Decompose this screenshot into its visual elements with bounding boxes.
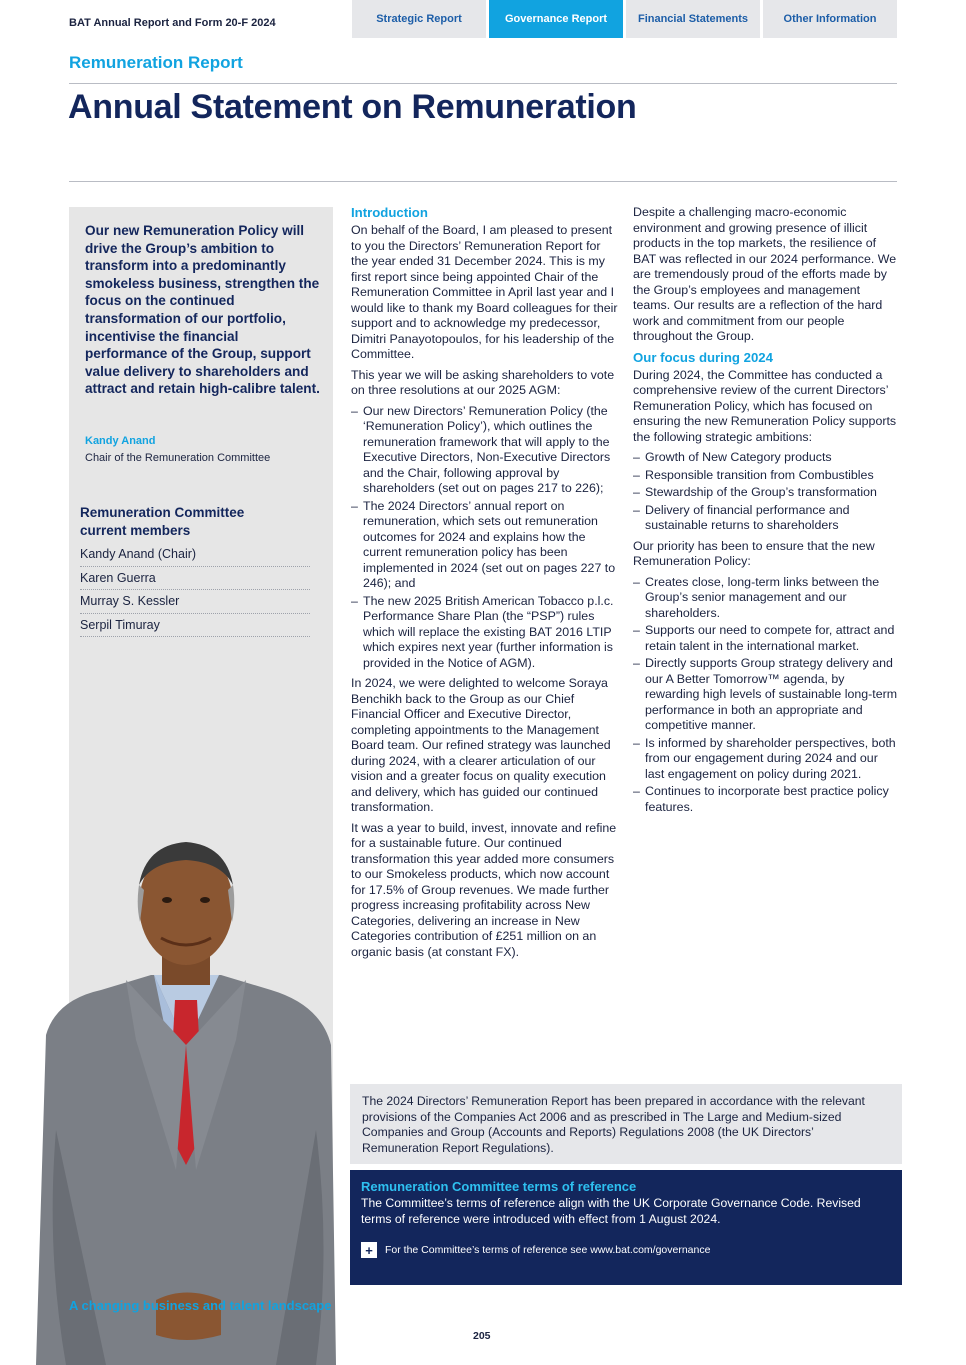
photo-caption: A changing business and talent landscape <box>69 1298 332 1313</box>
paragraph: In 2024, we were delighted to welcome Soraya Benchikh back to the Group as our Chief Financial Officer and Executive Director, completing appointments to the Management Board team. Our refined strategy was launched during 2024, with a clearer articulation of our vision and a greater focus on quality execution and delivery, which has guided our continued transformation. <box>351 676 611 814</box>
paragraph: Our priority has been to ensure that the new Remuneration Policy: <box>633 538 875 568</box>
resolutions-list <box>351 404 619 672</box>
tab-governance-report[interactable]: Governance Report <box>489 0 623 38</box>
document-title: BAT Annual Report and Form 20-F 2024 <box>69 17 276 29</box>
chair-portrait <box>36 830 336 1365</box>
list-item: – Directly supports Group strategy delivery and our A Better Tomorrow™ agenda, by rewarding high levels of sustainable long-term performance in both an appropriate and competitive manner. <box>633 656 899 734</box>
list-item: – Creates close, long-term links between the Group’s senior management and our shareholders. <box>633 575 899 622</box>
divider-title <box>69 181 897 182</box>
list-item: Karen Guerra <box>80 567 310 591</box>
list-item: – Responsible transition from Combustibles <box>633 468 899 484</box>
members-heading: Remuneration Committee current members <box>80 505 245 538</box>
divider-top <box>69 83 897 84</box>
tab-strategic-report[interactable]: Strategic Report <box>352 0 486 38</box>
list-item: – Delivery of financial performance and sustainable returns to shareholders <box>633 503 899 534</box>
intro-column <box>351 205 619 965</box>
members-list <box>80 543 310 637</box>
plus-icon[interactable]: + <box>361 1242 377 1258</box>
quote-author-role: Chair of the Remuneration Committee <box>85 452 271 464</box>
pull-quote: Our new Remuneration Policy will drive the Group’s ambition to transform into a predominantly smokeless business, strengthen the focus on the continued transformation of our portfolio, incentivise the financial performance of the Group, support value delivery to shareholders and attract and retain high-calibre talent. <box>85 223 320 397</box>
section-tabs <box>352 0 897 38</box>
paragraph: During 2024, the Committee has conducted a comprehensive review of the current Directors’ Remuneration Policy, which has focused on ensuring the new Remuneration Policy supports the following strategic ambitions: <box>633 367 897 444</box>
list-item: – Stewardship of the Group’s transformation <box>633 485 899 501</box>
list-item: Murray S. Kessler <box>80 590 310 614</box>
list-item: – Supports our need to compete for, attract and retain talent in the international market. <box>633 623 899 654</box>
regulations-notice: The 2024 Directors’ Remuneration Report has been prepared in accordance with the relevant provisions of the Companies Act 2006 and as prescribed in The Large and Medium-sized Companies and Group (Accounts and Reports) Regulations 2008 (the UK Directors’ Remuneration Report Regulations). <box>350 1084 902 1164</box>
terms-title: Remuneration Committee terms of reference <box>361 1179 637 1194</box>
paragraph: On behalf of the Board, I am pleased to present to you the Directors’ Remuneration Report for the year ended 31 December 2024. This is my first report since being appointed Chair of the Remuneration Committee in April last year and I would like to thank my Board colleagues for their support and to acknowledge my predecessor, Dimitri Panayotopoulos, for his leadership of the Committee. <box>351 223 618 361</box>
list-item: – The new 2025 British American Tobacco p.l.c. Performance Share Plan (the “PSP”) rules which will replace the existing BAT 2016 LTIP which expires next year (further information is provided in the Notice of AGM). <box>351 594 619 672</box>
list-item: – The 2024 Directors’ annual report on remuneration, which sets out remuneration outcomes for 2024 and explains how the current remuneration policy has been implemented in 2024 (set out on pages 227 to 246); and <box>351 499 619 592</box>
terms-of-reference-box <box>350 1170 902 1285</box>
list-item: – Is informed by shareholder perspectives, both from our engagement during 2024 and our last engagement on policy during 2021. <box>633 736 899 783</box>
list-item: – Growth of New Category products <box>633 450 899 466</box>
policy-list <box>633 575 899 816</box>
paragraph: Despite a challenging macro-economic environment and growing presence of illicit products in the top markets, the resilience of BAT was reflected in our 2024 performance. We are tremendously proud of the efforts made by the Group’s employees and management teams. Our results are a reflection of the hard work and commitment from our people throughout the Group. <box>633 205 897 343</box>
terms-link-text[interactable]: For the Committee’s terms of reference see www.bat.com/governance <box>385 1244 711 1256</box>
page-number: 205 <box>473 1330 491 1342</box>
tab-other-information[interactable]: Other Information <box>763 0 897 38</box>
quote-author-name: Kandy Anand <box>85 435 156 447</box>
intro-heading: Introduction <box>351 205 428 220</box>
tab-financial-statements[interactable]: Financial Statements <box>626 0 760 38</box>
paragraph: It was a year to build, invest, innovate and refine for a sustainable future. Our continued transformation this year added more consumers to our Smokeless products, which now account for 17.5% of Group revenues. We made further progress increasing profitability across New Categories, delivering an increase in New Categories contribution of £251 million on an organic basis (at constant FX). <box>351 820 617 959</box>
list-item: – Continues to incorporate best practice policy features. <box>633 784 899 815</box>
paragraph: This year we will be asking shareholders to vote on three resolutions at our 2025 AGM: <box>351 367 615 397</box>
list-item: – Our new Directors’ Remuneration Policy (the ‘Remuneration Policy’), which outlines the remuneration framework that will apply to the Executive Directors, Non-Executive Directors and the Chair, following approval by shareholders (set out on pages 217 to 226); <box>351 404 619 497</box>
page-title: Annual Statement on Remuneration <box>68 88 637 126</box>
section-label: Remuneration Report <box>69 53 243 72</box>
list-item: Kandy Anand (Chair) <box>80 543 310 567</box>
ambitions-list <box>633 450 899 534</box>
focus-heading: Our focus during 2024 <box>633 349 773 365</box>
list-item: Serpil Timuray <box>80 614 310 638</box>
terms-text: The Committee’s terms of reference align with the UK Corporate Governance Code. Revised terms of reference were introduced with effect from 1 August 2024. <box>361 1196 861 1226</box>
terms-link[interactable] <box>361 1242 891 1258</box>
focus-column <box>633 205 899 820</box>
